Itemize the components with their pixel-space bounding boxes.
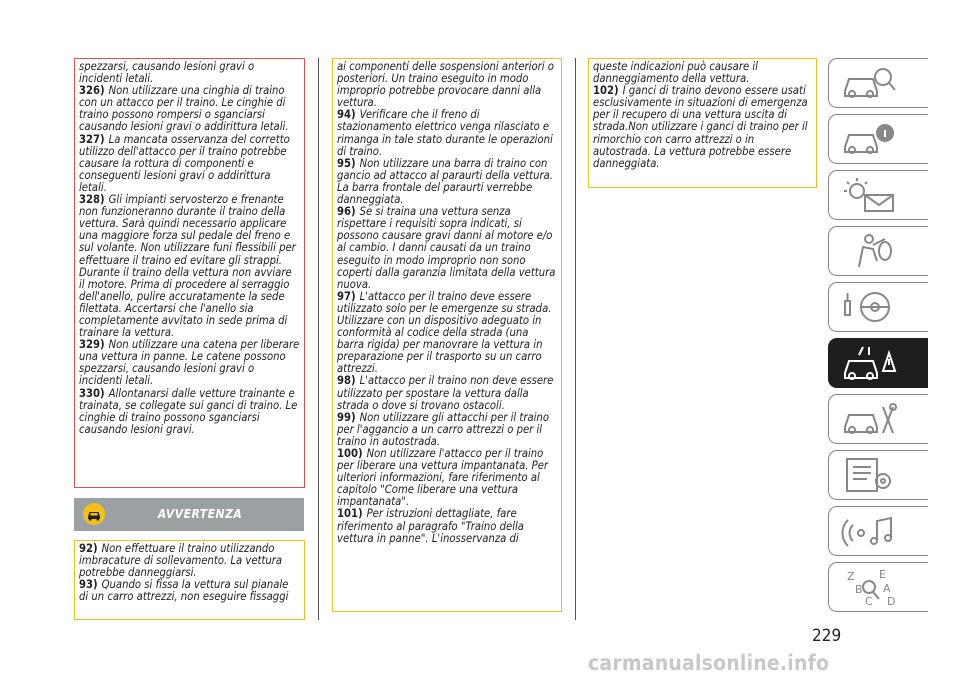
warning-text: L'attacco per il traino deve essere utilizzato solo per le emergenze su strada. Utilizzare con un dispositivo adeguato in conformità al codice della strada (una barra rigida) per manovrare la vettura in preparazione per il trasporto su un carro attrezzi.	[337, 289, 552, 376]
damage-warnings-box-end	[588, 58, 817, 188]
tab-multimedia[interactable]	[828, 506, 928, 556]
warning-text: Non utilizzare una barra di traino con gancio ad attacco al paraurti della vettura. La barra frontale del paraurti verrebbe danneggiata.	[337, 156, 553, 207]
safety-warnings-box	[74, 58, 305, 488]
intro-text: queste indicazioni può causare il danneggiamento della vettura.	[593, 60, 758, 86]
multimedia-icon	[839, 511, 899, 551]
warning-text: Gli impianti servosterzo e frenante non funzioneranno durante il traino della vettura. Sarà quindi necessario applicare una maggiore forza sul pedale del freno e sul volante. Non utilizzare funi flessibili per effettuare il traino ed evitare gli strappi. Durante il traino della vettura non avviare il motore. Prima di procedere al serraggio dell'anello, pulire accuratamente la sede filettata. Accertarsi che l'anello sia completamente avvitato in sede prima di trainare la vettura.	[79, 193, 296, 340]
warning-text: Non utilizzare una cinghia di traino con un attacco per il traino. Le cinghie di traino possono rompersi o sganciarsi causando lesioni gravi o addirittura letali.	[79, 84, 289, 134]
warning-item	[337, 158, 557, 206]
warning-number: 101)	[337, 507, 363, 521]
warning-text: Non utilizzare l'attacco per il traino per liberare una vettura impantanata. Per ulteriori informazioni, fare riferimento al capitolo "Come liberare una vettura impantanata".	[337, 447, 549, 509]
warning-number: 96)	[337, 205, 356, 219]
tab-servicing[interactable]	[828, 394, 928, 444]
warning-number: 99)	[337, 410, 356, 424]
warning-number: 326)	[79, 84, 105, 98]
tab-safety[interactable]	[828, 226, 928, 276]
warning-text: Allontanarsi dalle vetture trainante e trainata, se collegate sui ganci di traino. Le cinghie di traino possono sganciarsi causando lesioni gravi.	[79, 386, 298, 436]
warning-number: 92)	[79, 542, 98, 555]
light-message-icon	[839, 175, 899, 215]
warning-item	[79, 134, 300, 194]
warning-text: Quando si fissa la vettura sul pianale di un carro attrezzi, non eseguire fissaggi	[79, 578, 289, 604]
warning-item	[79, 194, 300, 339]
warning-item	[79, 339, 300, 387]
warnings-list	[79, 85, 300, 436]
warning-number: 327)	[79, 132, 105, 146]
banner-title: AVVERTENZA	[157, 507, 243, 521]
damage-warnings-box-continued	[332, 58, 562, 612]
column-divider	[575, 58, 576, 620]
warning-item	[79, 388, 300, 436]
warning-item	[79, 579, 300, 603]
warning-number: 97)	[337, 289, 356, 303]
svg-text:A: A	[883, 582, 891, 595]
intro-text: ai componenti delle sospensioni anteriori o posteriori. Un traino eseguito in modo improprio potrebbe provocare danni alla vettura.	[337, 60, 554, 110]
warning-number: 98)	[337, 374, 356, 388]
warning-number: 329)	[79, 338, 105, 352]
warning-number: 94)	[337, 108, 356, 122]
column-divider	[318, 58, 319, 620]
warning-number: 330)	[79, 386, 105, 400]
warning-item	[337, 109, 557, 157]
tab-index[interactable]	[828, 562, 928, 612]
car-info-icon	[839, 119, 899, 159]
steering-key-icon	[839, 287, 899, 327]
svg-text:D: D	[887, 595, 896, 607]
warning-item	[79, 85, 300, 133]
intro-text: spezzarsi, causando lesioni gravi o incidenti letali.	[79, 60, 255, 86]
page-number: 229	[812, 626, 842, 646]
warning-item	[79, 543, 300, 579]
warning-number: 93)	[79, 578, 98, 592]
warning-number: 102)	[593, 84, 619, 98]
warning-number: 100)	[337, 447, 363, 460]
car-search-icon	[839, 63, 899, 103]
warning-banner	[74, 498, 304, 531]
warning-text: L'attacco per il traino non deve essere utilizzato per spostare la vettura dalla strada o dove si trovano ostacoli.	[337, 374, 554, 412]
warning-item	[593, 85, 812, 170]
airbag-passenger-icon	[839, 231, 899, 271]
tab-technical-data[interactable]	[828, 450, 928, 500]
car-breakdown-icon	[839, 343, 899, 383]
warning-number: 328)	[79, 193, 105, 207]
warning-item	[337, 508, 557, 544]
damage-warnings-list	[337, 109, 557, 544]
tab-car-info[interactable]	[828, 114, 928, 164]
svg-text:C: C	[865, 595, 873, 607]
warning-item	[337, 412, 557, 448]
warning-text: Non utilizzare gli attacchi per il traino per l'aggancio a un carro attrezzi o per il traino in autostrada.	[337, 410, 549, 448]
spec-sheet-icon	[839, 455, 899, 495]
warning-text: Non utilizzare una catena per liberare una vettura in panne. Le catene possono spezzarsi, causando lesioni gravi o incidenti letali.	[79, 338, 300, 388]
warning-text: I ganci di traino devono essere usati esclusivamente in situazioni di emergenza per il recupero di una vettura uscita di strada.Non utilizzare i ganci di traino per il rimorchio con carro attrezzi o in autostrada. La vettura potrebbe essere danneggiata.	[593, 84, 808, 170]
warning-item	[337, 206, 557, 291]
warning-text: Se si traina una vettura senza rispettare i requisiti sopra indicati, si possono causare gravi danni al motore e/o al cambio. I danni causati da un traino eseguito in modo improprio non sono coperti dalla garanzia limitata della vettura nuova.	[337, 205, 556, 291]
warning-text: Non effettuare il traino utilizzando imbracature di sollevamento. La vettura potrebbe danneggiarsi.	[79, 542, 283, 580]
tab-car-search[interactable]	[828, 58, 928, 108]
warning-item	[337, 375, 557, 411]
damage-warnings-list	[593, 85, 812, 170]
tab-starting-driving[interactable]	[828, 282, 928, 332]
warning-number: 95)	[337, 156, 356, 170]
watermark: carmanualsonline.info	[588, 651, 830, 675]
tab-lights-messages[interactable]	[828, 170, 928, 220]
tab-emergency[interactable]	[828, 338, 928, 388]
car-tools-icon	[839, 399, 899, 439]
warning-item	[337, 291, 557, 376]
svg-text:E: E	[879, 568, 886, 581]
svg-text:B: B	[855, 583, 863, 596]
warning-text: Per istruzioni dettagliate, fare riferimento al paragrafo "Traino della vettura in panne". L'inosservanza di	[337, 507, 524, 545]
svg-text:Z: Z	[847, 570, 855, 583]
damage-warnings-list	[79, 543, 300, 603]
warning-text: La mancata osservanza del corretto utilizzo dell'attacco per il traino potrebbe causare la rottura di componenti e conseguenti lesioni gravi o addirittura letali.	[79, 132, 290, 194]
damage-warnings-box	[74, 540, 305, 620]
warning-text: Verificare che il freno di stazionamento elettrico venga rilasciato e rimanga in tale stato durante le operazioni di traino.	[337, 108, 553, 158]
warning-item	[337, 448, 557, 508]
alphabet-index-icon	[839, 567, 899, 607]
